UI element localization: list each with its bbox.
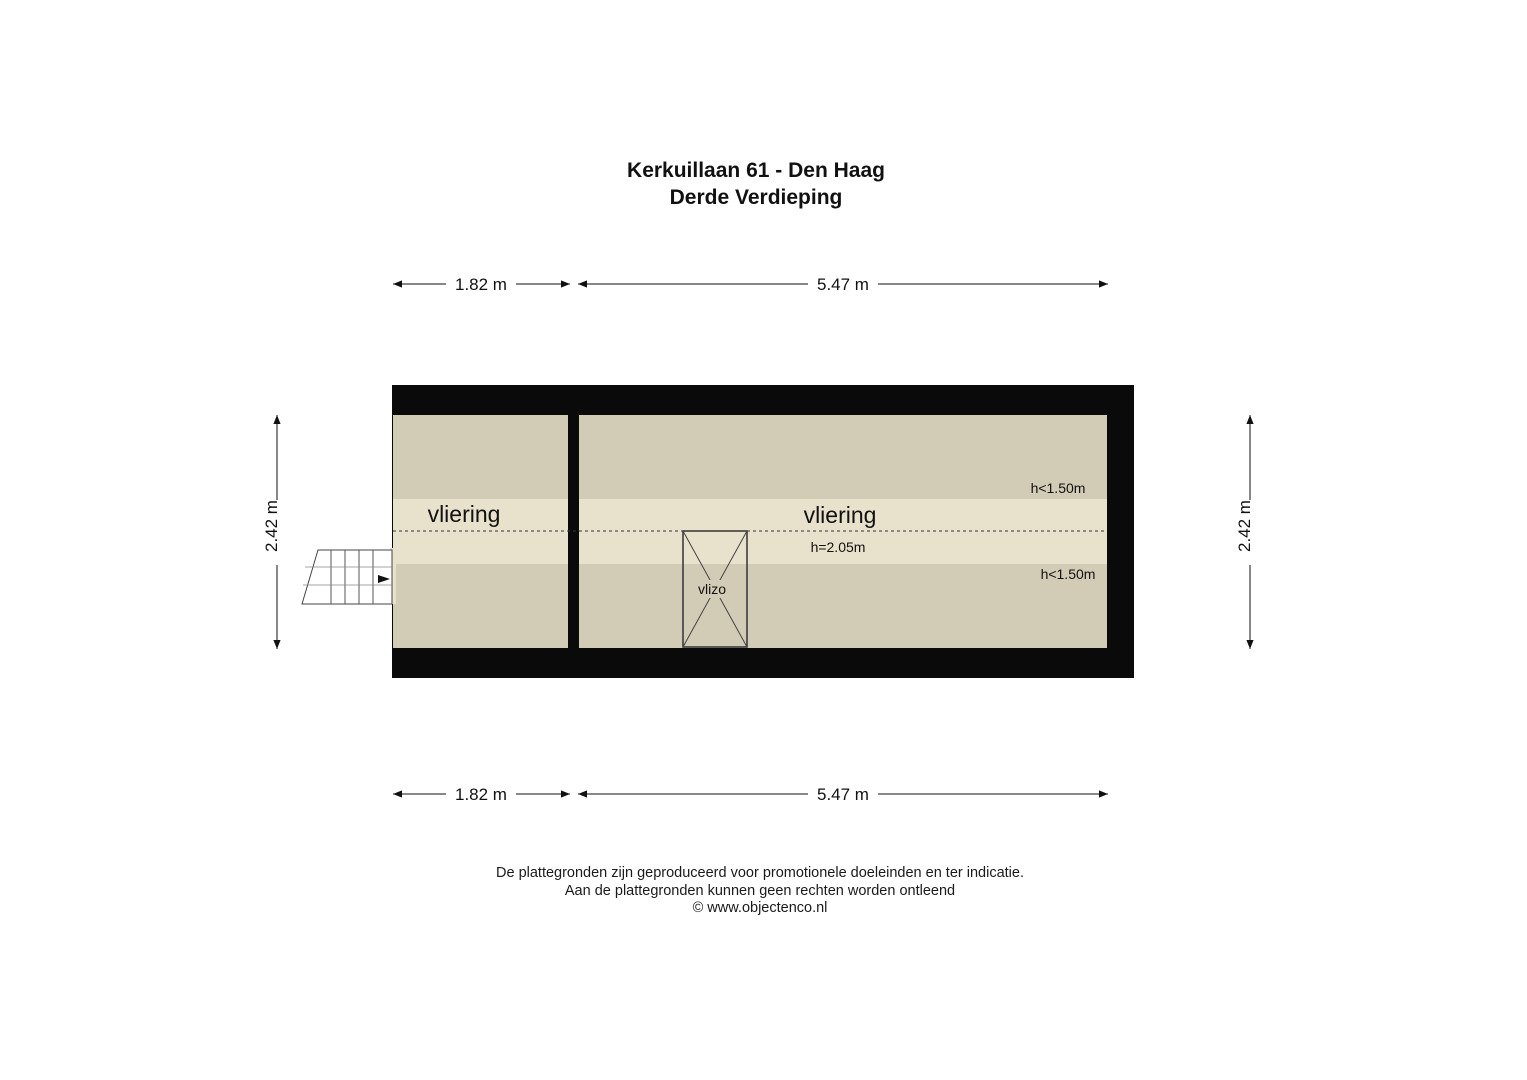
bottom-dimension-left-label: 1.82 m <box>455 785 507 804</box>
copyright-link[interactable]: © www.objectenco.nl <box>692 900 828 916</box>
plan-title: Kerkuillaan 61 - Den Haag <box>627 159 885 182</box>
bottom-dimension-right-label: 5.47 m <box>817 785 869 804</box>
right-height-label: 2.42 m <box>1235 500 1254 552</box>
bottom-dimension-left <box>393 785 570 804</box>
room-right-label: vliering <box>803 502 877 528</box>
right-height-dimension <box>1235 415 1254 649</box>
height-annotation-bottom: h<1.50m <box>1040 566 1096 582</box>
top-dimension-left-label: 1.82 m <box>455 275 507 294</box>
room-left-label: vliering <box>427 501 501 527</box>
top-dimension-right-label: 5.47 m <box>817 275 869 294</box>
top-dimension-right <box>578 275 1108 294</box>
disclaimer-line-2: Aan de plattegronden kunnen geen rechten worden ontleend <box>564 882 956 899</box>
left-height-label: 2.42 m <box>262 500 281 552</box>
bottom-dimension-right <box>578 785 1108 804</box>
plan-subtitle: Derde Verdieping <box>669 186 843 209</box>
top-dimension-left <box>393 275 570 294</box>
staircase <box>302 550 392 604</box>
disclaimer-line-1: De plattegronden zijn geproduceerd voor promotionele doeleinden en ter indicatie. <box>496 865 1024 881</box>
height-annotation-top: h<1.50m <box>1030 480 1086 496</box>
left-height-dimension <box>262 415 281 649</box>
disclaimer <box>0 865 1520 918</box>
hatch-label: vlizo <box>697 581 727 597</box>
height-annotation-mid: h=2.05m <box>810 539 866 555</box>
